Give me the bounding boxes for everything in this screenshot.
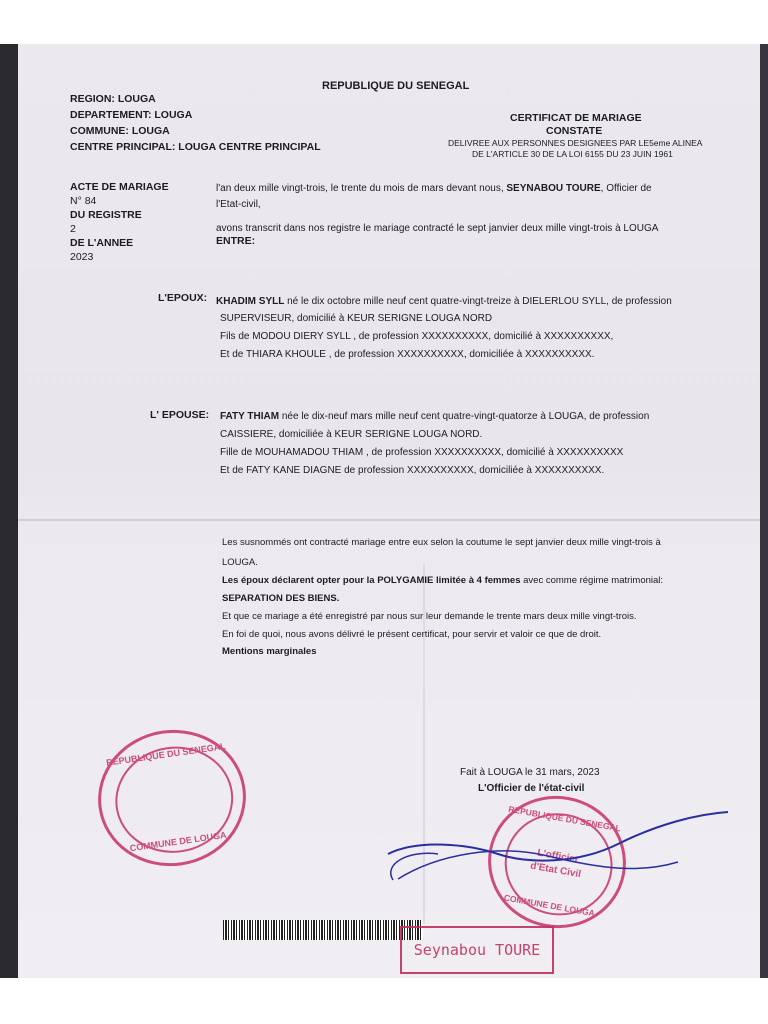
background-top: [0, 0, 768, 44]
seal-stamp-left: REPUBLIQUE DU SENEGAL COMMUNE DE LOUGA: [89, 720, 254, 875]
epouse-line-1: FATY THIAM née le dix-neuf mars mille neuf cent quatre-vingt-quatorze à LOUGA, de profession: [220, 411, 650, 422]
registre-value: 2: [70, 223, 76, 235]
region-line: REGION: LOUGA: [70, 93, 156, 105]
epoux-line-4: Et de THIARA KHOULE , de profession XXXXXXXXXX, domiciliée à XXXXXXXXXX.: [220, 349, 595, 360]
certificate-note-2: DE L'ARTICLE 30 DE LA LOI 6155 DU 23 JUIN 1961: [472, 149, 673, 159]
epoux-label: L'EPOUX:: [158, 292, 208, 304]
certificate-subtitle: CONSTATE: [546, 125, 603, 137]
certificate-title: CERTIFICAT DE MARIAGE: [510, 112, 642, 124]
officier-title: L'Officier de l'état-civil: [478, 783, 585, 794]
body-line-5: Et que ce mariage a été enregistré par nous sur leur demande le trente mars deux mille vingt-trois.: [222, 611, 637, 622]
body-line-2: LOUGA.: [222, 557, 258, 568]
epouse-label: L' EPOUSE:: [150, 409, 210, 421]
acte-number: N° 84: [70, 195, 97, 207]
annee-value: 2023: [70, 251, 94, 263]
centre-line: CENTRE PRINCIPAL: LOUGA CENTRE PRINCIPAL: [70, 141, 321, 153]
certificate-note-1: DELIVREE AUX PERSONNES DESIGNEES PAR LE5eme ALINEA: [448, 138, 703, 148]
epouse-line-2: CAISSIERE, domiciliée à KEUR SERIGNE LOUGA NORD.: [220, 429, 483, 440]
country-title: REPUBLIQUE DU SENEGAL: [322, 80, 470, 92]
acte-line-2: l'Etat-civil,: [216, 199, 261, 210]
barcode: [223, 920, 423, 940]
epoux-line-3: Fils de MODOU DIERY SYLL , de profession XXXXXXXXXX, domicilié à XXXXXXXXXX,: [220, 331, 614, 342]
admin-header: [70, 91, 321, 155]
body-line-3: Les époux déclarent opter pour la POLYGAMIE limitée à 4 femmes avec comme régime matrimonial:: [222, 575, 664, 586]
acte-line-3: avons transcrit dans nos registre le mariage contracté le sept janvier deux mille vingt-trois à LOUGA: [216, 223, 659, 234]
signature: [378, 784, 738, 894]
annee-label: DE L'ANNEE: [70, 237, 134, 249]
epouse-line-4: Et de FATY KANE DIAGNE de profession XXXXXXXXXX, domiciliée à XXXXXXXXXX.: [220, 465, 605, 476]
registre-label: DU REGISTRE: [70, 209, 142, 221]
epouse-line-3: Fille de MOUHAMADOU THIAM , de profession XXXXXXXXXX, domicilié à XXXXXXXXXX: [220, 447, 624, 458]
epoux-line-2: SUPERVISEUR, domicilié à KEUR SERIGNE LOUGA NORD: [220, 313, 493, 324]
regime-value: SEPARATION DES BIENS.: [222, 593, 340, 604]
commune-line: COMMUNE: LOUGA: [70, 125, 170, 137]
acte-label: ACTE DE MARIAGE: [70, 181, 169, 193]
name-stamp: Seynabou TOURE: [400, 926, 554, 974]
body-line-6: En foi de quoi, nous avons délivré le présent certificat, pour servir et valoir ce que de droit.: [222, 629, 602, 640]
paper-fold: [18, 519, 760, 521]
mentions-marginales: Mentions marginales: [222, 646, 317, 657]
departement-line: DEPARTEMENT: LOUGA: [70, 109, 193, 121]
seal-stamp-right: REPUBLIQUE DU SENEGAL L'officier d'Etat Civil COMMUNE DE LOUGA: [478, 785, 637, 939]
body-line-1: Les susnommés ont contracté mariage entre eux selon la coutume le sept janvier deux mille vingt-trois à: [222, 537, 661, 548]
entre-label: ENTRE:: [216, 235, 256, 247]
fait-line: Fait à LOUGA le 31 mars, 2023: [460, 767, 600, 778]
epoux-line-1: KHADIM SYLL né le dix octobre mille neuf cent quatre-vingt-treize à DIELERLOU SYLL, de profession: [216, 296, 672, 307]
acte-line-1: l'an deux mille vingt-trois, le trente du mois de mars devant nous, SEYNABOU TOURE, Officier de: [216, 183, 652, 194]
certificate-paper: [18, 44, 760, 978]
background-bottom: [0, 978, 768, 1024]
